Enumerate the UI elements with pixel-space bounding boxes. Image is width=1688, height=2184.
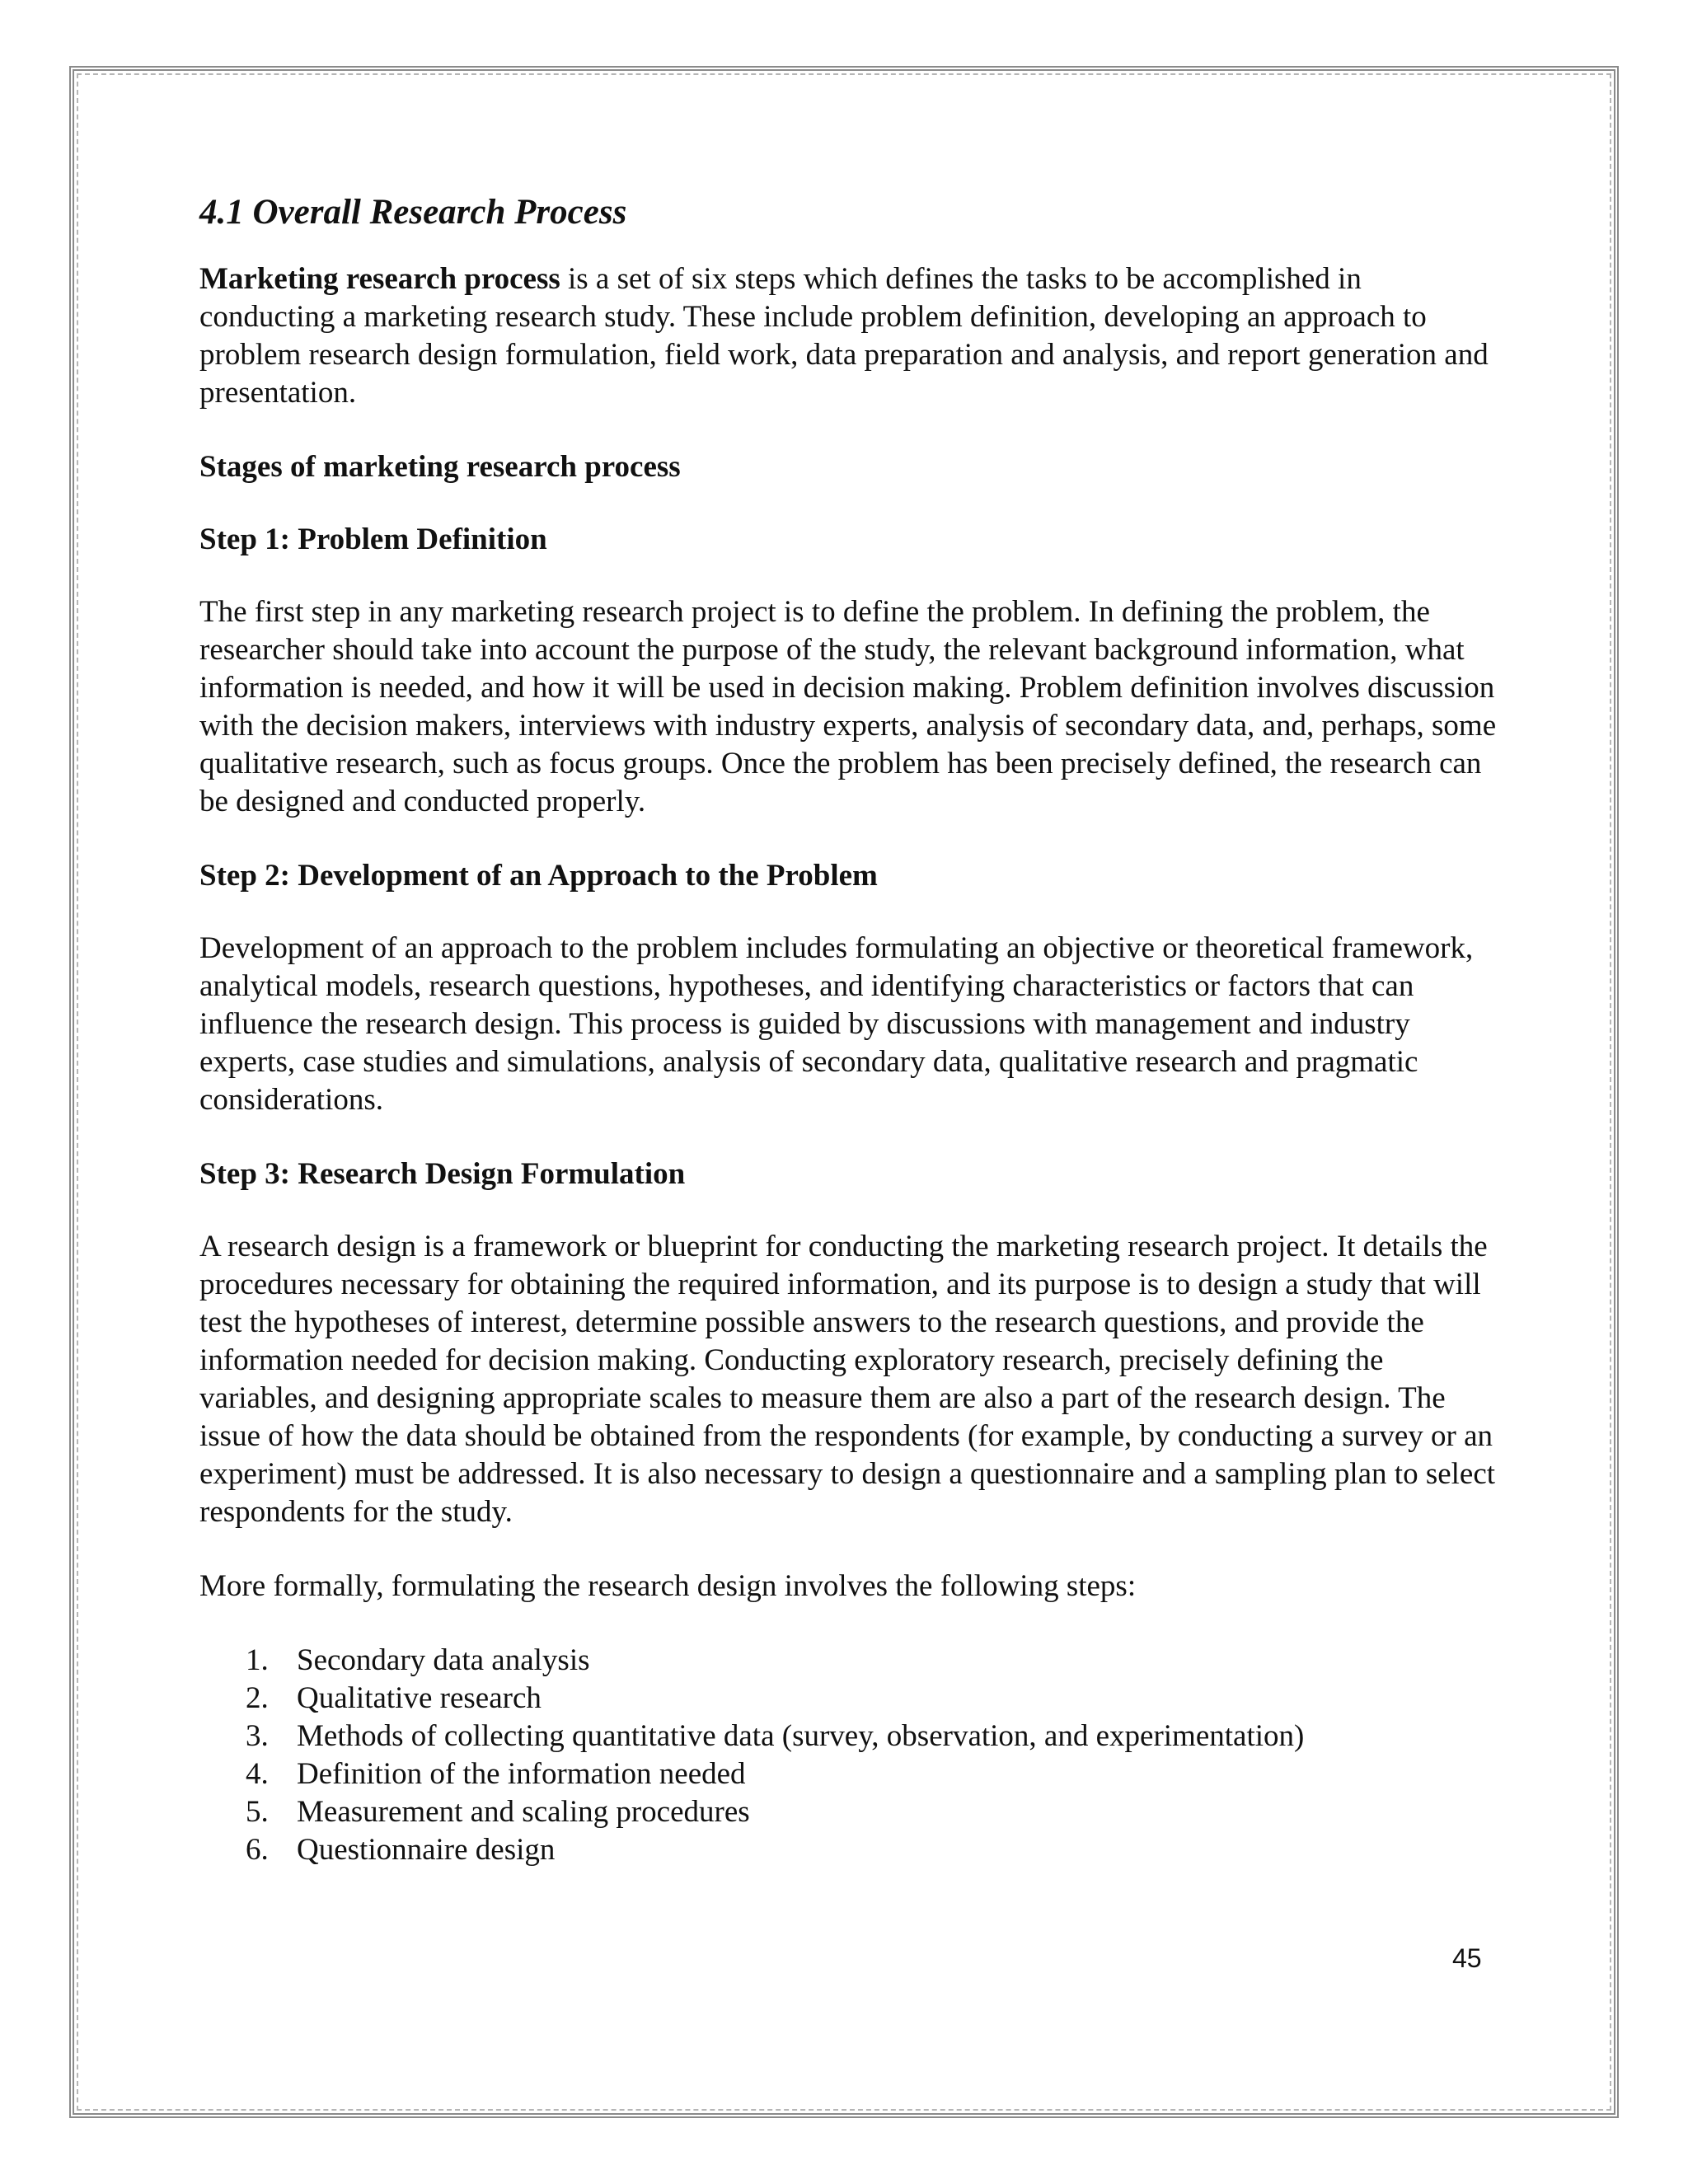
list-item [246, 1793, 1502, 1831]
list-text: Methods of collecting quantitative data (survey, observation, and experimentation) [297, 1718, 1305, 1753]
list-item [246, 1755, 1502, 1793]
list-item [246, 1680, 1502, 1718]
list-text: Secondary data analysis [297, 1643, 590, 1677]
list-number: 3. [246, 1718, 269, 1753]
design-steps-list [199, 1642, 1502, 1869]
intro-text: is a set of six steps which defines the tasks to be accomplished in conducting a marketing research study. These include problem definition, developing an approach to problem research design formulation, field work, data preparation and analysis, and report generation and presentation. [199, 261, 1489, 410]
page-number: 45 [1452, 1943, 1482, 1973]
list-text: Qualitative research [297, 1680, 542, 1715]
section-title: 4.1 Overall Research Process [199, 193, 627, 232]
list-number: 2. [246, 1680, 269, 1715]
list-item [246, 1642, 1502, 1680]
stages-heading: Stages of marketing research process [199, 449, 681, 484]
step-1-heading: Step 1: Problem Definition [199, 522, 547, 556]
step-3-heading: Step 3: Research Design Formulation [199, 1156, 686, 1191]
formal-intro: More formally, formulating the research design involves the following steps: [199, 1568, 1137, 1603]
step-1-text: The first step in any marketing research project is to define the problem. In defining the problem, the researcher should take into account the purpose of the study, the relevant background information, what information is needed, and how it will be used in decision making. Problem definition involves discussion with the decision makers, interviews with industry experts, analysis of secondary data, and, perhaps, some qualitative research, such as focus groups. Once the problem has been precisely defined, the research can be designed and conducted properly. [199, 594, 1497, 818]
list-number: 4. [246, 1756, 269, 1791]
list-text: Measurement and scaling procedures [297, 1794, 750, 1829]
step-2-text: Development of an approach to the problem includes formulating an objective or theoretical framework, analytical models, research questions, hypotheses, and identifying characteristics or factors that can influence the research design. This process is guided by discussions with management and industry experts, case studies and simulations, analysis of secondary data, qualitative research and pragmatic considerations. [199, 930, 1474, 1117]
list-text: Definition of the information needed [297, 1756, 746, 1791]
intro-paragraph [199, 260, 1502, 412]
list-item [246, 1718, 1502, 1755]
list-number: 5. [246, 1794, 269, 1829]
step-2-heading: Step 2: Development of an Approach to the Problem [199, 858, 878, 893]
document-body [199, 191, 1502, 1869]
intro-term: Marketing research process [199, 261, 560, 296]
step-3-text: A research design is a framework or blueprint for conducting the marketing research project. It details the procedures necessary for obtaining the required information, and its purpose is to design a study that will test the hypotheses of interest, determine possible answers to the research questions, and provide the information needed for decision making. Conducting exploratory research, precisely defining the variables, and designing appropriate scales to measure them are also a part of the research design. The issue of how the data should be obtained from the respondents (for example, by conducting a survey or an experiment) must be addressed. It is also necessary to design a questionnaire and a sampling plan to select respondents for the study. [199, 1229, 1496, 1529]
list-number: 6. [246, 1832, 269, 1867]
list-item [246, 1831, 1502, 1869]
list-text: Questionnaire design [297, 1832, 556, 1867]
list-number: 1. [246, 1643, 269, 1677]
